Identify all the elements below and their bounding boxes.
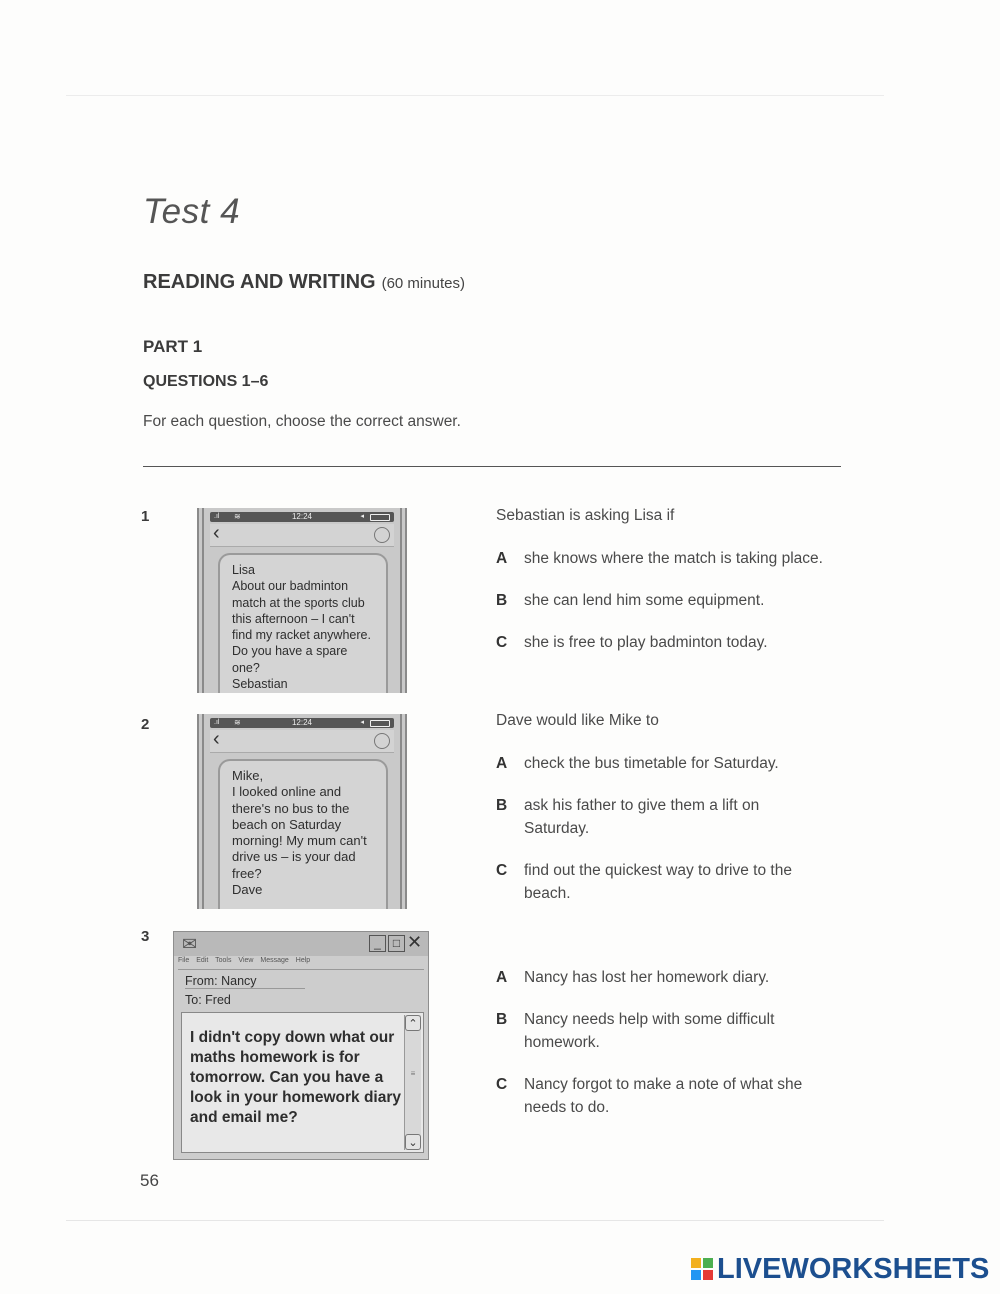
scroll-down-icon: ⌄ (405, 1134, 421, 1150)
menu-item: Edit (196, 957, 209, 964)
signal-icon: .ıl (214, 513, 220, 520)
menu-item: File (178, 957, 190, 964)
option-letter: C (496, 1076, 508, 1093)
question-range: QUESTIONS 1–6 (143, 373, 269, 390)
circle-icon (374, 527, 390, 543)
signal-icon: .ıl (214, 719, 220, 726)
option-text: Nancy needs help with some difficult homework. (524, 1011, 775, 1051)
option-text: Nancy has lost her homework diary. (524, 969, 770, 986)
phone-status-bar (210, 718, 394, 728)
window-controls (367, 932, 423, 953)
answer-option-b[interactable] (496, 1008, 826, 1054)
answer-option-b[interactable] (496, 589, 846, 612)
email-to: To: Fred (185, 993, 231, 1007)
option-letter: B (496, 797, 508, 814)
liveworksheets-logo-icon (691, 1258, 713, 1280)
option-letter: B (496, 1011, 508, 1028)
email-title-bar (174, 932, 428, 956)
option-text: check the bus timetable for Saturday. (524, 755, 779, 772)
option-letter: A (496, 550, 508, 567)
answer-option-c[interactable] (496, 859, 836, 905)
question-stem: Sebastian is asking Lisa if (496, 507, 675, 524)
option-letter: A (496, 969, 508, 986)
scroll-thumb: ≡ (410, 1069, 416, 1078)
question-stem: Dave would like Mike to (496, 712, 659, 729)
answer-option-b[interactable] (496, 794, 816, 840)
scrollbar (404, 1015, 421, 1150)
option-text: find out the quickest way to drive to the beach. (524, 862, 792, 902)
bottom-rule (66, 1220, 884, 1221)
back-chevron-icon: ‹ (213, 522, 220, 544)
battery-icon (370, 720, 390, 727)
answer-option-c[interactable] (496, 631, 846, 654)
section-heading (143, 271, 465, 294)
menu-item: Tools (215, 957, 232, 964)
close-icon: ✕ (407, 932, 423, 952)
email-body: I didn't copy down what our maths homework is for tomorrow. Can you have a look in your homework diary and email me? (190, 1029, 402, 1126)
option-text: Nancy forgot to make a note of what she needs to do. (524, 1076, 803, 1116)
question-number: 1 (141, 508, 150, 525)
phone-screen (197, 508, 407, 693)
phone-time: 12:24 (291, 512, 313, 521)
section-divider (143, 466, 841, 467)
test-title: Test 4 (143, 192, 241, 231)
option-letter: B (496, 592, 508, 609)
email-window (173, 931, 429, 1160)
answer-option-a[interactable] (496, 547, 846, 570)
phone-screen (197, 714, 407, 909)
message-bubble: Lisa About our badminton match at the sports club this afternoon – I can't find my racket anywhere. Do you have a spare one? Sebastian (218, 553, 388, 693)
wifi-icon: ≋ (234, 718, 241, 727)
option-letter: C (496, 862, 508, 879)
email-menu-bar (178, 957, 424, 970)
instruction-text: For each question, choose the correct answer. (143, 413, 461, 430)
answer-option-c[interactable] (496, 1073, 826, 1119)
menu-item: Help (295, 957, 311, 964)
phone-status-bar (210, 512, 394, 522)
brand-wordmark: LIVEWORKSHEETS (717, 1253, 990, 1285)
phone-nav-bar (210, 730, 394, 753)
battery-icon (370, 514, 390, 521)
maximize-icon: □ (388, 935, 405, 952)
top-rule (66, 95, 884, 96)
option-letter: A (496, 755, 508, 772)
menu-item: View (238, 957, 254, 964)
section-title: READING AND WRITING (143, 271, 376, 293)
phone-nav-bar (210, 524, 394, 547)
email-message-box (181, 1012, 424, 1153)
option-text: she knows where the match is taking place. (524, 550, 823, 567)
page-number: 56 (140, 1171, 159, 1190)
email-from: From: Nancy (185, 974, 305, 989)
option-text: ask his father to give them a lift on Saturday. (524, 797, 760, 837)
menu-item: Message (260, 957, 289, 964)
location-icon: ◂ (360, 719, 364, 726)
phone-time: 12:24 (291, 718, 313, 727)
part-heading: PART 1 (143, 337, 203, 356)
back-chevron-icon: ‹ (213, 728, 220, 750)
envelope-icon: ✉ (182, 934, 198, 954)
wifi-icon: ≋ (234, 512, 241, 521)
section-duration: (60 minutes) (381, 275, 465, 292)
circle-icon (374, 733, 390, 749)
scroll-up-icon: ⌃ (405, 1015, 421, 1031)
option-letter: C (496, 634, 508, 651)
location-icon: ◂ (360, 513, 364, 520)
option-text: she can lend him some equipment. (524, 592, 765, 609)
question-number: 3 (141, 928, 150, 945)
question-number: 2 (141, 716, 150, 733)
minimize-icon: _ (369, 935, 386, 952)
answer-option-a[interactable] (496, 966, 846, 989)
option-text: she is free to play badminton today. (524, 634, 768, 651)
answer-option-a[interactable] (496, 752, 846, 775)
message-bubble: Mike, I looked online and there's no bus to the beach on Saturday morning! My mum can't drive us – is your dad free? Dave (218, 759, 388, 909)
